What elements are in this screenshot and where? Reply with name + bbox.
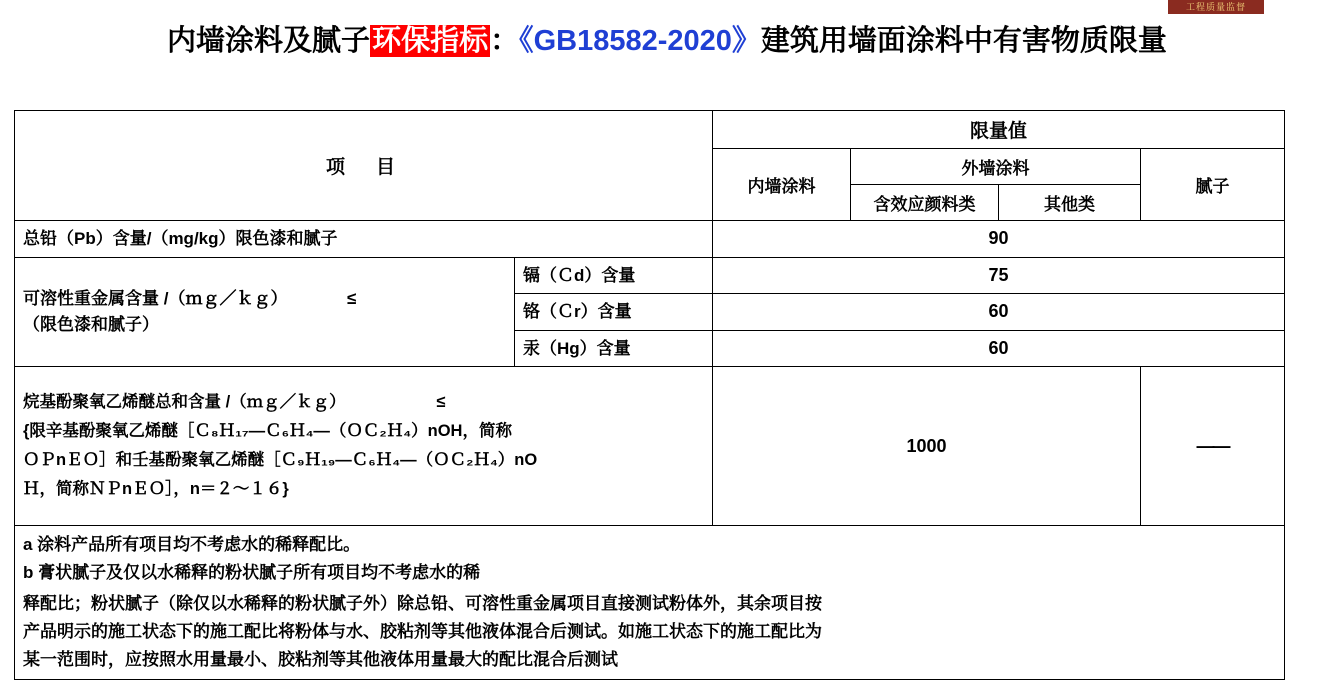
title-highlight: 环保指标 [372,25,489,57]
title-colon: ： [490,25,520,57]
table-header-row-1 [15,111,1285,149]
value-apeo: 1000 [713,367,1141,526]
value-apeo-putty: —— [1141,367,1285,526]
value-chromium: 60 [713,294,1285,331]
row-label-apeo-line1: 烷基酚聚氧乙烯醚总和含量 /（ｍｇ／ｋｇ） ≤ [23,393,446,412]
value-mercury: 60 [713,330,1285,367]
table-row-lead [15,221,1285,258]
row-label-soluble-metals-line1: 可溶性重金属含量 /（ｍｇ／ｋｇ） ≤ [23,289,357,309]
note-b-cont3: 某一范围时，应按照水用量最小、胶粘剂等其他液体用量最大的配比混合后测试 [23,650,618,670]
value-lead: 90 [713,221,1285,258]
header-interior-paint: 内墙涂料 [713,149,851,221]
header-exterior-paint: 外墙涂料 [851,149,1141,185]
note-b: b 膏状腻子及仅以水稀释的粉状腻子所有项目均不考虑水的稀 [23,563,481,583]
header-exterior-pigment: 含效应颜料类 [851,185,999,221]
note-a: a 涂料产品所有项目均不考虑水的稀释配比。 [23,535,361,554]
row-sublabel-chromium: 铬（Ｃr）含量 [515,294,713,331]
row-label-apeo-line3: ＯＰnＥＯ］和壬基酚聚氧乙烯醚［Ｃ₉Ｈ₁₉—Ｃ₆Ｈ₄—（ＯＣ₂Ｈ₄）nO [23,451,538,469]
row-label-soluble-metals [15,257,515,367]
row-sublabel-cadmium: 镉（Ｃd）含量 [515,257,713,294]
row-label-apeo-line4: Ｈ，简称ＮＰnＥＯ］，n＝２～１６} [23,479,289,498]
table-row-notes [15,526,1285,680]
note-b-cont1: 释配比；粉状腻子（除仅以水稀释的粉状腻子外）除总铅、可溶性重金属项目直接测试粉体外，其余项目按 [23,594,822,614]
table-notes [15,526,1285,680]
header-exterior-other: 其他类 [999,185,1141,221]
table-row-apeo [15,367,1285,526]
header-putty: 腻子 [1141,149,1285,221]
limits-table [14,110,1285,680]
header-limit-group: 限量值 [713,111,1285,149]
row-label-soluble-metals-line2: （限色漆和腻子） [23,314,159,334]
row-label-apeo-line2: {限辛基酚聚氧乙烯醚［Ｃ₈Ｈ₁₇—Ｃ₆Ｈ₄—（ＯＣ₂Ｈ₄）nOH，简称 [23,422,512,441]
title-part3: 建筑用墙面涂料中有害物质限量 [760,25,1167,57]
value-cadmium: 75 [713,257,1285,294]
organization-logo: 工程质量监督 [1168,0,1264,14]
row-sublabel-mercury: 汞（Hg）含量 [515,330,713,367]
title-standard: 《GB18582-2020》 [519,25,761,57]
page-title [0,18,1334,59]
title-part1: 内墙涂料及腻子 [167,25,371,57]
note-b-cont2: 产品明示的施工状态下的施工配比将粉体与水、胶粘剂等其他液体混合后测试。如施工状态下的施工配比为 [23,622,822,642]
row-label-apeo [15,367,713,526]
table-row-cadmium [15,257,1285,294]
row-label-lead: 总铅（Pb）含量/（mg/kg）限色漆和腻子 [15,221,713,258]
header-item: 项 目 [15,111,713,221]
